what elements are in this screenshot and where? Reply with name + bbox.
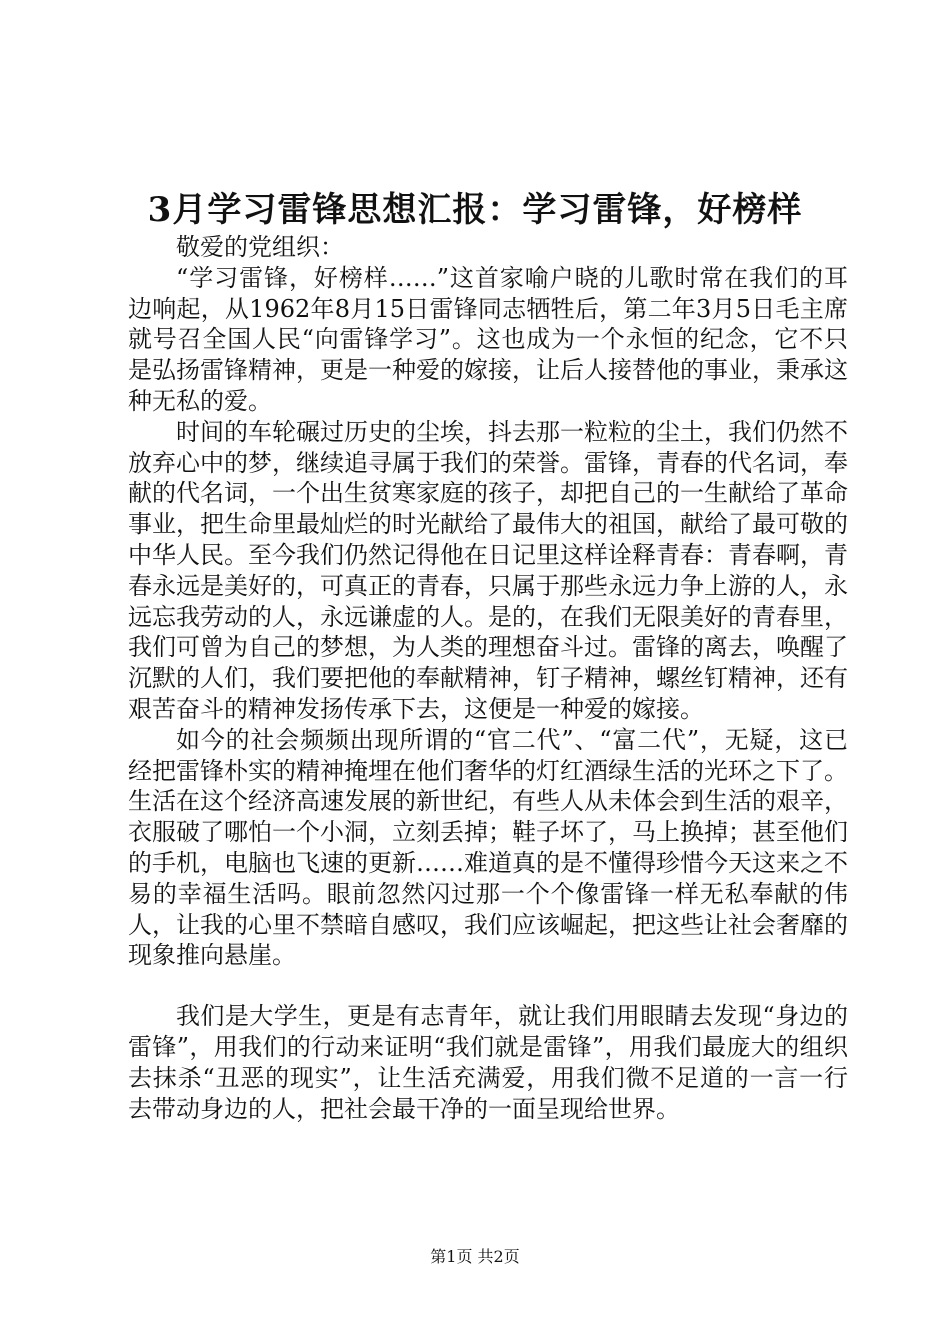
paragraph-2: 时间的车轮碾过历史的尘埃，抖去那一粒粒的尘土，我们仍然不放弃心中的梦，继续追寻属于我们的荣誉。雷锋，青春的代名词，奉献的代名词，一个出生贫寒家庭的孩子，却把自己的一生献给了革命事业，把生命里最灿烂的时光献给了最伟大的祖国，献给了最可敬的中华人民。至今我们仍然记得他在日记里这样诠释青春：青春啊，青春永远是美好的，可真正的青春，只属于那些永远力争上游的人，永远忘我劳动的人，永远谦虚的人。是的，在我们无限美好的青春里，我们可曾为自己的梦想，为人类的理想奋斗过。雷锋的离去，唤醒了沉默的人们，我们要把他的奉献精神，钉子精神，螺丝钉精神，还有艰苦奋斗的精神发扬传承下去，这便是一种爱的嫁接。 bbox=[128, 417, 848, 723]
paragraph-4: 我们是大学生，更是有志青年，就让我们用眼睛去发现“身边的雷锋”，用我们的行动来证明“我们就是雷锋”，用我们最庞大的组织去抹杀“丑恶的现实”，让生活充满爱，用我们微不足道的一言一行去带动身边的人，把社会最干净的一面呈现给世界。 bbox=[128, 1002, 848, 1123]
salutation: 敬爱的党组织： bbox=[176, 233, 344, 261]
paragraph-1: “学习雷锋，好榜样……”这首家喻户晓的儿歌时常在我们的耳边响起，从1962年8月15日雷锋同志牺牲后，第二年3月5日毛主席就号召全国人民“向雷锋学习”。这也成为一个永恒的纪念，它不只是弘扬雷锋精神，更是一种爱的嫁接，让后人接替他的事业，秉承这种无私的爱。 bbox=[128, 263, 848, 415]
document-title: 3月学习雷锋思想汇报：学习雷锋，好榜样 bbox=[147, 190, 803, 230]
paragraph-3: 如今的社会频频出现所谓的“官二代”、“富二代”，无疑，这已经把雷锋朴实的精神掩埋在他们奢华的灯红酒绿生活的光环之下了。生活在这个经济高速发展的新世纪，有些人从未体会到生活的艰辛，衣服破了哪怕一个小洞，立刻丢掉；鞋子坏了，马上换掉；甚至他们的手机，电脑也飞速的更新……难道真的是不懂得珍惜今天这来之不易的幸福生活吗。眼前忽然闪过那一个个像雷锋一样无私奉献的伟人，让我的心里不禁暗自感叹，我们应该崛起，把这些让社会奢靡的现象推向悬崖。 bbox=[128, 725, 848, 970]
page-footer: 第1页 共2页 bbox=[430, 1247, 520, 1266]
document-body bbox=[128, 232, 848, 1124]
